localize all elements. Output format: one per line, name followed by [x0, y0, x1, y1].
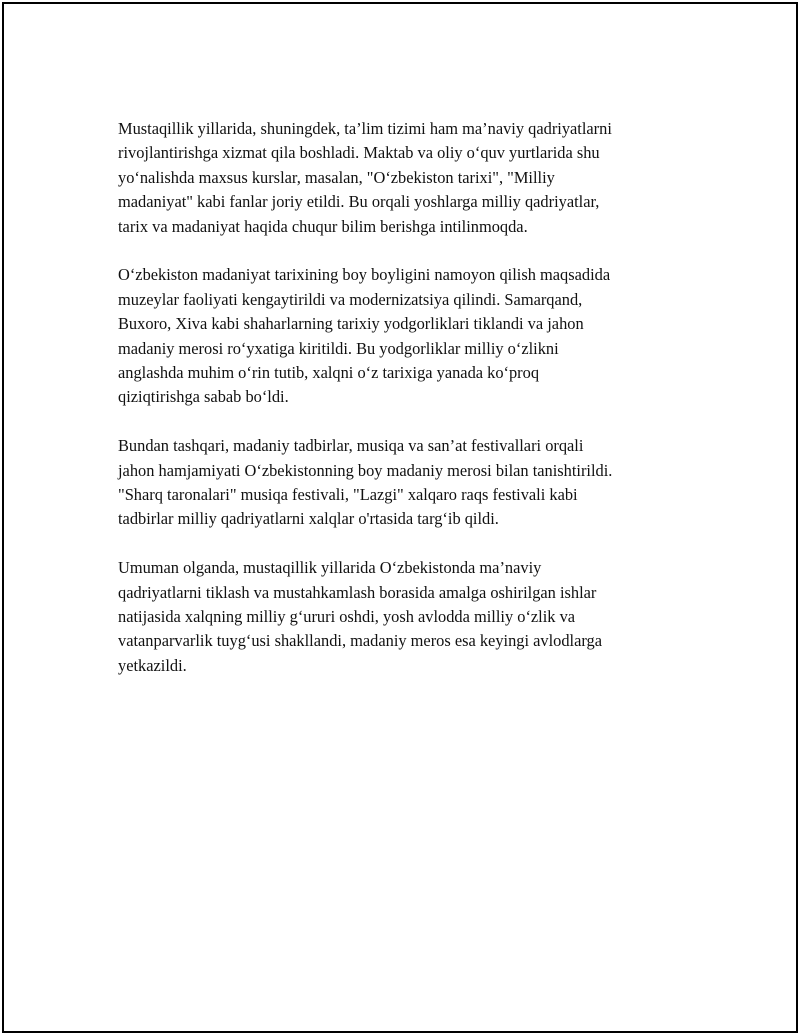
paragraph-1: Mustaqillik yillarida, shuningdek, ta’lim tizimi ham ma’naviy qadriyatlarni rivojlantirishga xizmat qila boshladi. Maktab va oliy o‘quv yurtlarida shu yo‘nalishda maxsus kurslar, masalan, "O‘zbekiston tarixi", "Milliy madaniyat" kabi fanlar joriy etildi. Bu orqali yoshlarga milliy qadriyatlar, tarix va madaniyat haqida chuqur bilim berishga intilinmoqda. [118, 119, 612, 236]
paragraph-2: O‘zbekiston madaniyat tarixining boy boyligini namoyon qilish maqsadida muzeylar faoliyati kengaytirildi va modernizatsiya qilindi. Samarqand, Buxoro, Xiva kabi shaharlarning tarixiy yodgorliklari tiklandi va jahon madaniy merosi ro‘yxatiga kiritildi. Bu yodgorliklar milliy o‘zlikni anglashda muhim o‘rin tutib, xalqni o‘z tarixiga yanada ko‘proq qiziqtirishga sabab bo‘ldi. [118, 265, 611, 407]
paragraph-4: Umuman olganda, mustaqillik yillarida O‘zbekistonda ma’naviy qadriyatlarni tiklash va mustahkamlash borasida amalga oshirilgan ishlar natijasida xalqning milliy g‘ururi oshdi, yosh avlodda milliy o‘zlik va vatanparvarlik tuyg‘usi shakllandi, madaniy meros esa keyingi avlodlarga yetkazildi. [118, 558, 602, 675]
paragraph-3: Bundan tashqari, madaniy tadbirlar, musiqa va san’at festivallari orqali jahon hamjamiyati O‘zbekistonning boy madaniy merosi bilan tanishtirildi. "Sharq taronalari" musiqa festivali, "Lazgi" xalqaro raqs festivali kabi tadbirlar milliy qadriyatlarni xalqlar o'rtasida targ‘ib qildi. [118, 436, 613, 529]
document-body [118, 117, 708, 703]
